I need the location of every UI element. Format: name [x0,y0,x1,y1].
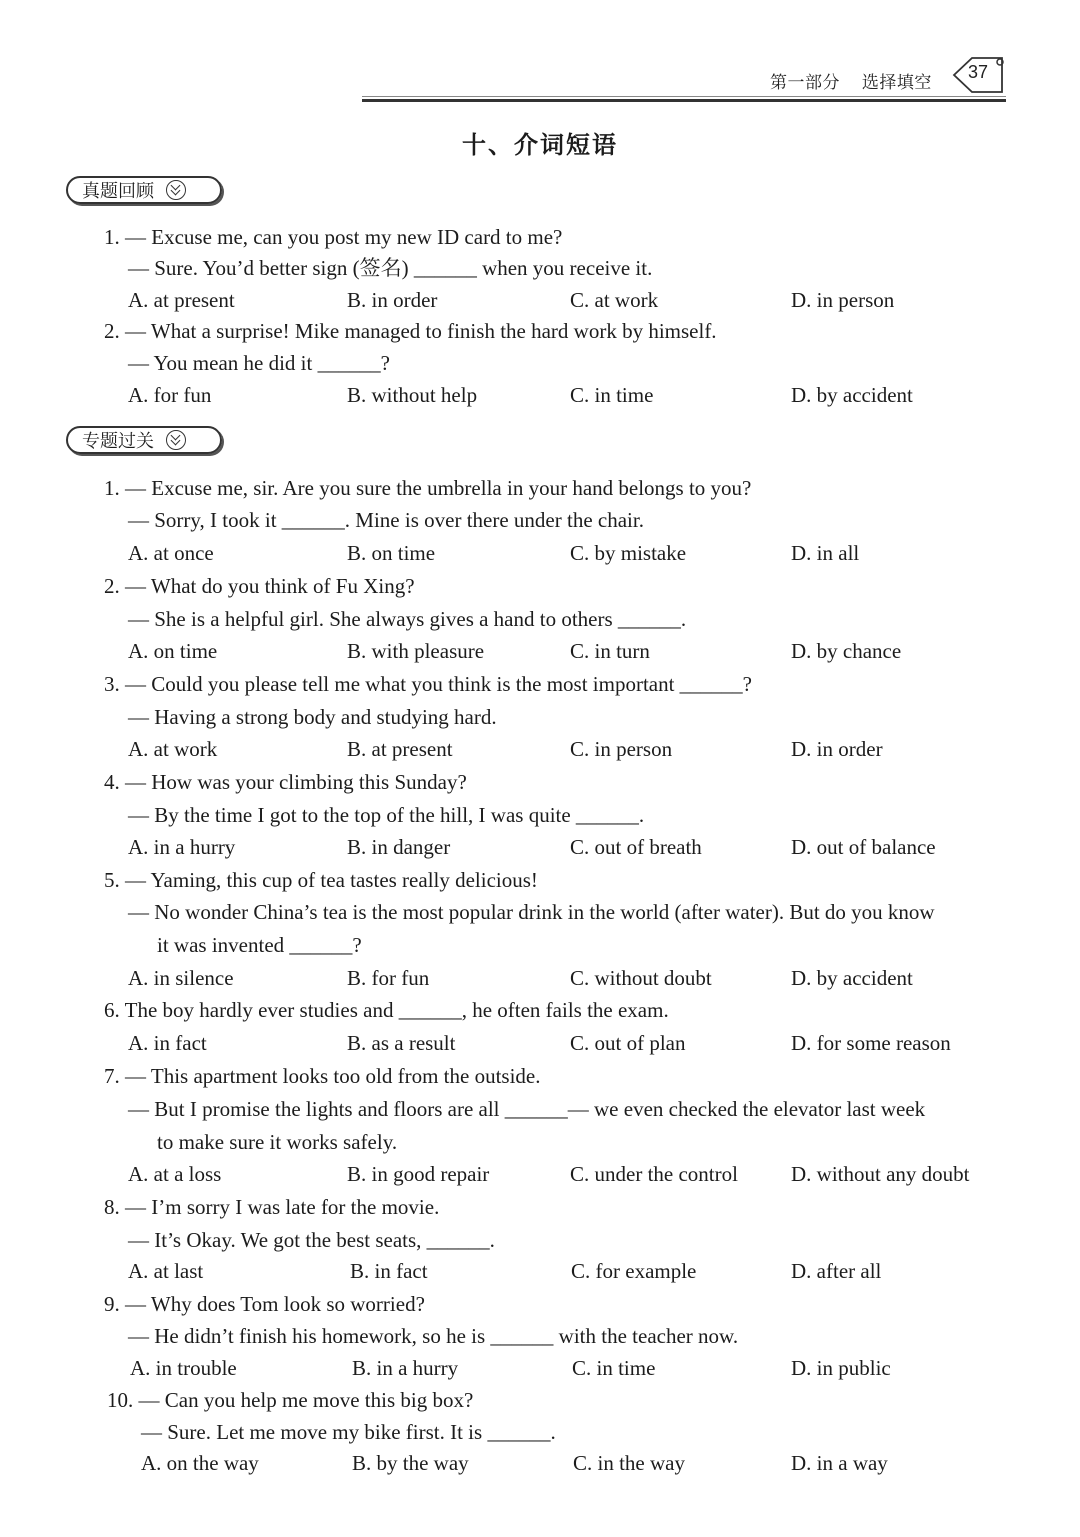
practice-q1-line1: 1. — Excuse me, sir. Are you sure the umbrella in your hand belongs to you? [104,476,752,500]
review-q2-option-b: B. without help [347,383,478,407]
practice-q8-option-d: D. after all [791,1259,882,1283]
practice-q3-line1: 3. — Could you please tell me what you think is the most important ______? [104,672,753,696]
practice-q3-option-b: B. at present [347,737,453,761]
practice-q2-option-c: C. in turn [570,639,650,663]
review-q1-line1: 1. — Excuse me, can you post my new ID card to me? [104,225,563,249]
practice-q6-option-c: C. out of plan [570,1031,686,1055]
practice-q6-line1: 6. The boy hardly ever studies and ______, he often fails the exam. [104,998,669,1022]
practice-q10-line1: 10. — Can you help me move this big box? [107,1388,474,1412]
practice-q2-option-a: A. on time [128,639,218,663]
running-header [770,68,948,93]
practice-q8-option-a: A. at last [128,1259,204,1283]
practice-q10-option-d: D. in a way [791,1451,888,1475]
header-part: 第一部分 [770,73,840,93]
practice-q7-line2: — But I promise the lights and floors are all ______— we even checked the elevator last week [128,1097,926,1121]
practice-q10-option-b: B. by the way [352,1451,469,1475]
practice-q3-option-a: A. at work [128,737,218,761]
practice-q5-line3: it was invented ______? [157,933,362,957]
practice-q9-line2: — He didn’t finish his homework, so he is ______ with the teacher now. [128,1324,739,1348]
practice-q4-option-c: C. out of breath [570,835,702,859]
review-q1-option-c: C. at work [570,288,659,312]
practice-q7-line3: to make sure it works safely. [157,1130,398,1154]
practice-q3-option-c: C. in person [570,737,673,761]
practice-q1-option-b: B. on time [347,541,436,565]
page-number-badge [950,54,1010,94]
double-chevron-down-icon [166,180,186,200]
practice-q2-line1: 2. — What do you think of Fu Xing? [104,574,415,598]
practice-q1-line2: — Sorry, I took it ______. Mine is over there under the chair. [128,508,644,532]
practice-q4-line2: — By the time I got to the top of the hill, I was quite ______. [128,803,645,827]
practice-q8-line2: — It’s Okay. We got the best seats, ______. [128,1228,495,1252]
practice-q4-option-d: D. out of balance [791,835,936,859]
review-q1-option-a: A. at present [128,288,235,312]
practice-q9-line1: 9. — Why does Tom look so worried? [104,1292,425,1316]
tag-practice [66,426,222,454]
practice-q6-option-d: D. for some reason [791,1031,951,1055]
practice-q5-option-b: B. for fun [347,966,430,990]
review-q2-option-c: C. in time [570,383,654,407]
tag-review [66,176,222,204]
review-q2-option-a: A. for fun [128,383,212,407]
practice-q10-line2: — Sure. Let me move my bike first. It is ______. [141,1420,556,1444]
tag-practice-label: 专题过关 [82,431,154,452]
practice-q10-option-a: A. on the way [141,1451,259,1475]
practice-q7-option-c: C. under the control [570,1162,738,1186]
practice-q7-option-d: D. without any doubt [791,1162,970,1186]
practice-q2-option-b: B. with pleasure [347,639,485,663]
practice-q5-option-a: A. in silence [128,966,234,990]
header-rule [362,96,1006,102]
practice-q6-option-b: B. as a result [347,1031,456,1055]
practice-q7-option-a: A. at a loss [128,1162,222,1186]
practice-q5-option-d: D. by accident [791,966,913,990]
practice-q8-option-c: C. for example [571,1259,697,1283]
practice-q1-option-a: A. at once [128,541,214,565]
review-q2-line2: — You mean he did it ______? [128,351,390,375]
practice-q9-option-a: A. in trouble [130,1356,237,1380]
tag-review-label: 真题回顾 [82,181,154,202]
practice-q8-option-b: B. in fact [350,1259,428,1283]
practice-q3-option-d: D. in order [791,737,883,761]
practice-q9-option-c: C. in time [572,1356,656,1380]
header-section: 选择填空 [861,73,932,93]
practice-q9-option-b: B. in a hurry [352,1356,459,1380]
practice-q6-option-a: A. in fact [128,1031,207,1055]
review-q1-option-b: B. in order [347,288,438,312]
page-number: 37 [968,62,989,82]
review-q2-line1: 2. — What a surprise! Mike managed to finish the hard work by himself. [104,319,717,343]
double-chevron-down-icon [166,430,186,450]
practice-q9-option-d: D. in public [791,1356,891,1380]
practice-q8-line1: 8. — I’m sorry I was late for the movie. [104,1195,440,1219]
practice-q1-option-c: C. by mistake [570,541,687,565]
review-q1-line2: — Sure. You’d better sign (签名) ______ when you receive it. [128,256,653,280]
practice-q5-line1: 5. — Yaming, this cup of tea tastes really delicious! [104,868,538,892]
practice-q4-line1: 4. — How was your climbing this Sunday? [104,770,467,794]
practice-q7-line1: 7. — This apartment looks too old from the outside. [104,1064,541,1088]
practice-q5-option-c: C. without doubt [570,966,712,990]
practice-q7-option-b: B. in good repair [347,1162,490,1186]
practice-q3-line2: — Having a strong body and studying hard. [128,705,497,729]
practice-q1-option-d: D. in all [791,541,860,565]
practice-q2-line2: — She is a helpful girl. She always gives a hand to others ______. [128,607,687,631]
practice-q10-option-c: C. in the way [573,1451,685,1475]
review-q2-option-d: D. by accident [791,383,913,407]
practice-q5-line2: — No wonder China’s tea is the most popular drink in the world (after water). But do you know [128,900,935,924]
practice-q4-option-a: A. in a hurry [128,835,236,859]
review-q1-option-d: D. in person [791,288,895,312]
practice-q4-option-b: B. in danger [347,835,451,859]
section-title: 十、介词短语 [462,130,618,159]
practice-q2-option-d: D. by chance [791,639,902,663]
